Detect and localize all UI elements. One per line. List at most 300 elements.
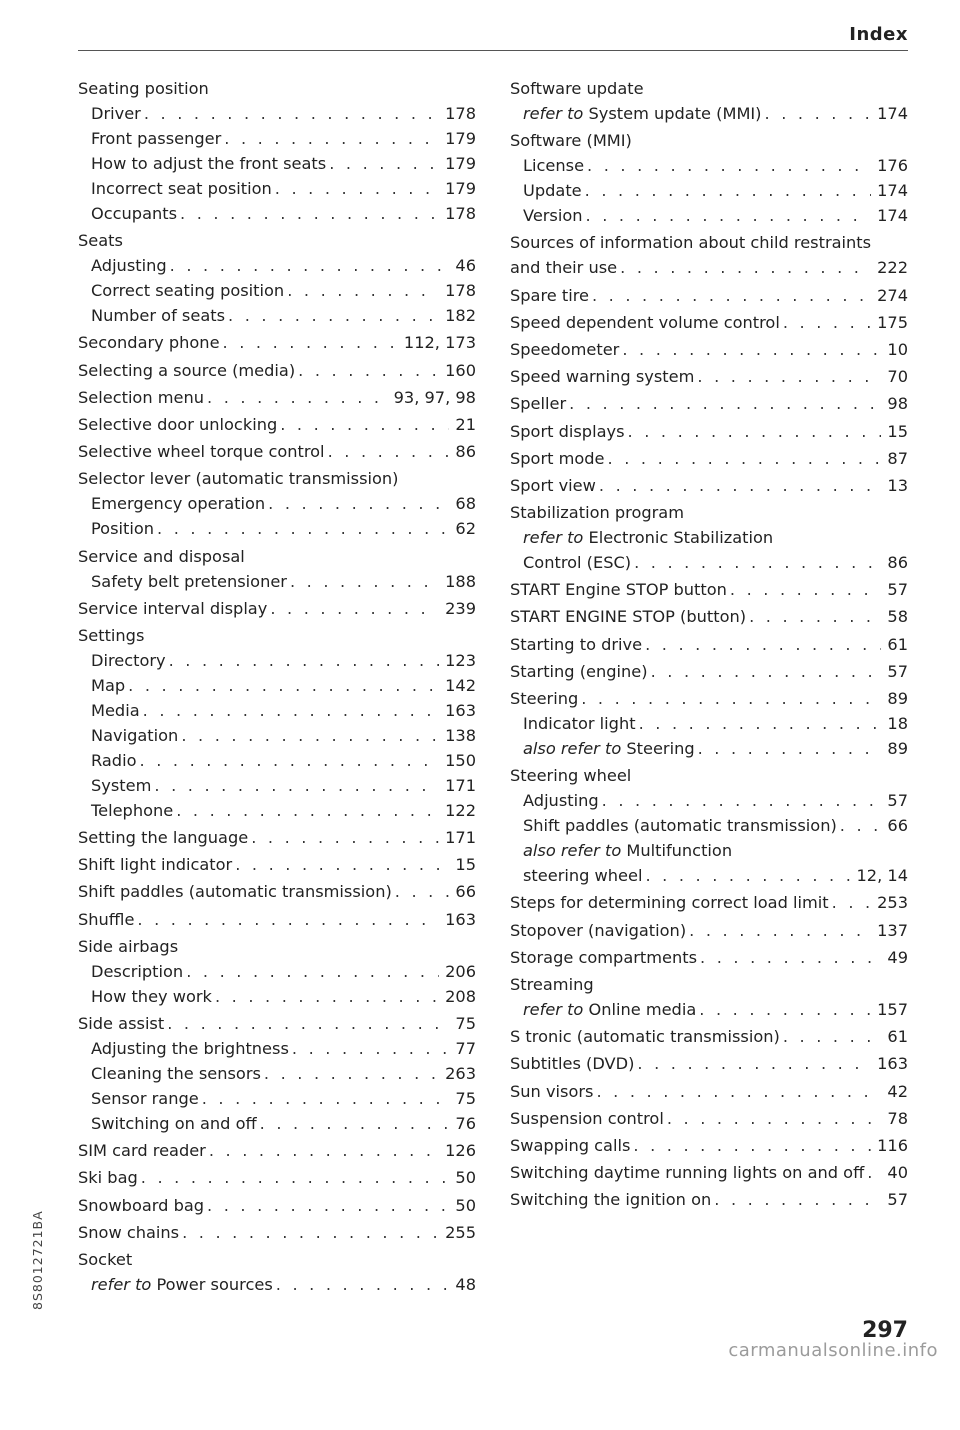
page-reference: 179: [445, 129, 476, 148]
index-term: [510, 659, 648, 684]
index-term-text: Subtitles (DVD): [510, 1054, 635, 1074]
leader-dots: [581, 686, 881, 711]
index-subentry: [510, 153, 908, 178]
index-entry: [510, 1024, 908, 1049]
leader-dots: [270, 596, 439, 621]
page-reference: 160: [445, 360, 476, 380]
page-reference: 70: [887, 367, 908, 387]
index-subentry: [78, 569, 476, 594]
index-entry: [510, 577, 908, 602]
leader-dots: [586, 203, 872, 228]
leader-dots: [587, 153, 871, 178]
index-term-text: Selective door unlocking: [78, 414, 278, 434]
index-term-text: Ski bag: [78, 1168, 138, 1188]
leader-dots: [209, 1138, 439, 1163]
leader-dots: [141, 1165, 450, 1190]
page-reference: 126: [445, 1141, 476, 1161]
index-subheading: [510, 838, 908, 863]
page-reference: 178: [445, 204, 476, 223]
index-entry: [510, 1133, 908, 1158]
leader-dots: [633, 1133, 871, 1158]
index-term: [91, 516, 154, 541]
index-entry: [78, 330, 476, 355]
page-reference: 174: [877, 104, 908, 123]
index-term-text: Position: [91, 519, 155, 539]
index-term-text: Setting the language: [78, 828, 249, 848]
page-reference: 76: [455, 1114, 476, 1133]
index-subentry: [510, 863, 908, 888]
index-term-text: Driver: [91, 104, 141, 123]
index-entry: [510, 446, 908, 471]
page-reference: 239: [445, 598, 476, 618]
page-reference: 138: [445, 725, 476, 745]
page-reference: 222: [877, 258, 908, 278]
page-reference: 171: [445, 828, 476, 848]
index-heading: [78, 623, 476, 648]
index-term-text: Snowboard bag: [78, 1195, 205, 1215]
index-term: [91, 773, 151, 798]
page-reference: 163: [445, 909, 476, 929]
index-entry: [510, 391, 908, 416]
index-term: [510, 577, 727, 602]
page-reference: 178: [445, 281, 476, 301]
index-term-text: Number of seats: [91, 306, 226, 326]
leader-dots: [585, 178, 871, 203]
index-term: [78, 825, 248, 850]
index-term-text: steering wheel: [523, 866, 643, 886]
index-term: [510, 283, 589, 308]
index-term: [510, 1187, 711, 1212]
leader-dots: [264, 1061, 439, 1086]
index-term: [510, 890, 829, 915]
index-subentry: [510, 813, 908, 838]
page-reference: 15: [455, 855, 476, 875]
index-column-left: [78, 76, 476, 1297]
page-reference: 137: [877, 920, 908, 940]
page-reference: 21: [455, 414, 476, 434]
leader-dots: [223, 330, 398, 355]
index-term-text: System: [91, 775, 152, 795]
index-entry: [510, 419, 908, 444]
index-term: [523, 178, 582, 203]
index-subentry: [78, 1111, 476, 1136]
page-reference: 61: [887, 1027, 908, 1047]
leader-dots: [140, 748, 440, 773]
index-heading: [78, 76, 476, 101]
leader-dots: [292, 1036, 450, 1061]
index-term-text: How to adjust the front seats: [91, 154, 327, 173]
index-term-text: START Engine STOP button: [510, 580, 727, 600]
index-term: Electronic Stabilization: [583, 528, 774, 548]
index-term-text: System update (MMI): [583, 104, 762, 123]
page-reference: 49: [887, 947, 908, 967]
index-term-text: Navigation: [91, 725, 179, 745]
index-subentry: [78, 126, 476, 151]
page-reference: 86: [887, 553, 908, 573]
index-term: [510, 1133, 630, 1158]
leader-dots: [749, 604, 881, 629]
index-entry: [78, 1165, 476, 1190]
index-term-text: Service interval display: [78, 598, 268, 618]
index-entry: [510, 364, 908, 389]
leader-dots: [154, 773, 439, 798]
index-term: [523, 550, 631, 575]
index-term: Side airbags: [78, 936, 179, 956]
index-entry: [510, 1160, 908, 1185]
leader-dots: [215, 984, 439, 1009]
leader-dots: [137, 907, 439, 932]
leader-dots: [698, 736, 882, 761]
index-term: [91, 1272, 273, 1297]
index-term: Service and disposal: [78, 546, 245, 566]
index-term: Socket: [78, 1249, 133, 1269]
page-reference: 157: [877, 999, 908, 1019]
leader-dots: [290, 569, 439, 594]
page-reference: 66: [887, 816, 908, 836]
leader-dots: [832, 890, 871, 915]
index-entry: [510, 918, 908, 943]
leader-dots: [645, 863, 850, 888]
index-term-text: Shift paddles (automatic transmission): [78, 882, 392, 902]
index-entry: [510, 1079, 908, 1104]
leader-dots: [689, 918, 871, 943]
index-term: [78, 907, 134, 932]
leader-dots: [667, 1106, 882, 1131]
index-term-text: Sensor range: [91, 1089, 199, 1108]
leader-dots: [280, 412, 449, 437]
index-term: [510, 310, 780, 335]
leader-dots: [169, 648, 439, 673]
index-term-text: Speed warning system: [510, 367, 695, 387]
index-entry: [78, 412, 476, 437]
leader-dots: [251, 825, 439, 850]
index-term: [523, 153, 584, 178]
leader-dots: [622, 337, 881, 362]
page-reference: 50: [455, 1168, 476, 1188]
index-entry: [510, 473, 908, 498]
leader-dots: [697, 364, 881, 389]
page-reference: 15: [887, 421, 908, 441]
index-column-right: [510, 76, 908, 1212]
leader-dots: [298, 358, 439, 383]
index-term-text: Map: [91, 675, 126, 695]
page-reference: 163: [445, 700, 476, 720]
leader-dots: [207, 385, 388, 410]
leader-dots: [783, 1024, 882, 1049]
index-term: [78, 439, 325, 464]
page-reference: 179: [445, 179, 476, 198]
leader-dots: [157, 516, 449, 541]
index-term: Multifunction: [621, 841, 733, 861]
cross-reference-label: refer to: [523, 528, 584, 548]
leader-dots: [260, 1111, 450, 1136]
page-reference: 42: [887, 1081, 908, 1101]
index-term: [510, 337, 619, 362]
index-term-text: Shift paddles (automatic transmission): [523, 816, 837, 836]
index-term: Steering wheel: [510, 766, 632, 786]
index-subentry: [510, 788, 908, 813]
leader-dots: [602, 788, 882, 813]
side-code-container: [30, 1210, 45, 1430]
index-term-text: Starting (engine): [510, 661, 648, 681]
leader-dots: [395, 879, 450, 904]
leader-dots: [840, 813, 882, 838]
index-term-text: Version: [523, 206, 583, 226]
leader-dots: [700, 945, 881, 970]
page-reference: 93, 97, 98: [393, 387, 476, 407]
index-subentry: [78, 798, 476, 823]
index-entry: [510, 1051, 908, 1076]
index-subentry: [78, 984, 476, 1009]
index-term: Seats: [78, 231, 123, 251]
page-reference: 57: [887, 661, 908, 681]
page-reference: 66: [455, 882, 476, 902]
index-term: [91, 176, 272, 201]
index-entry: [78, 1138, 476, 1163]
page-number: 297: [862, 1318, 908, 1343]
index-term: [78, 852, 232, 877]
index-term: Streaming: [510, 974, 594, 994]
index-term-text: Online media: [583, 999, 697, 1019]
index-subentry: [510, 997, 908, 1022]
index-heading: [510, 972, 908, 997]
index-subentry: [78, 648, 476, 673]
index-term: [510, 1024, 780, 1049]
index-heading: [510, 763, 908, 788]
index-subentry: [78, 959, 476, 984]
index-term-text: Adjusting the brightness: [91, 1039, 289, 1058]
index-term-text: Directory: [91, 650, 166, 670]
watermark: carmanualsonline.info: [728, 1340, 938, 1361]
leader-dots: [628, 419, 882, 444]
index-heading: [510, 128, 908, 153]
index-term: [510, 604, 746, 629]
page-reference: 78: [887, 1108, 908, 1128]
page-reference: 89: [887, 689, 908, 708]
index-term: [523, 736, 695, 761]
index-term-text: START ENGINE STOP (button): [510, 607, 747, 627]
page-reference: 86: [455, 442, 476, 462]
page-reference: 208: [445, 986, 476, 1006]
leader-dots: [328, 439, 450, 464]
index-term: [78, 330, 220, 355]
page-reference: 77: [455, 1039, 476, 1058]
index-term: [510, 255, 617, 280]
leader-dots: [569, 391, 881, 416]
page-reference: 13: [887, 475, 908, 495]
leader-dots: [596, 1079, 881, 1104]
index-term: [78, 1165, 138, 1190]
index-heading: [78, 1247, 476, 1272]
index-term-text: Speed dependent volume control: [510, 312, 780, 332]
index-heading: [78, 228, 476, 253]
index-term-text: Suspension control: [510, 1108, 664, 1128]
index-entry: [78, 852, 476, 877]
index-term-text: Shift light indicator: [78, 855, 233, 875]
page-reference: 46: [455, 256, 476, 276]
index-term-text: Selection menu: [78, 387, 204, 407]
index-entry: [78, 907, 476, 932]
index-term-text: Radio: [91, 750, 137, 770]
index-entry: [510, 945, 908, 970]
index-term: Software update: [510, 79, 644, 98]
leader-dots: [180, 201, 439, 226]
page-reference: 123: [445, 650, 476, 670]
index-term: Settings: [78, 625, 145, 645]
page-reference: 179: [445, 154, 476, 173]
index-term: [523, 101, 762, 126]
leader-dots: [699, 997, 871, 1022]
index-term-text: Update: [523, 181, 582, 201]
index-term: Software (MMI): [510, 131, 632, 151]
leader-dots: [592, 283, 871, 308]
index-subentry: [78, 748, 476, 773]
index-entry: [510, 890, 908, 915]
page-reference: 176: [877, 156, 908, 176]
index-entry: [510, 283, 908, 308]
index-term: [91, 959, 183, 984]
leader-dots: [645, 632, 881, 657]
index-term-text: Description: [91, 961, 184, 981]
index-term-text: Sport displays: [510, 421, 625, 441]
index-term-text: Sport view: [510, 475, 596, 495]
index-term-text: S tronic (automatic transmission): [510, 1027, 780, 1047]
leader-dots: [235, 852, 449, 877]
index-heading: [510, 230, 908, 255]
index-term-text: Front passenger: [91, 129, 222, 148]
index-term-text: Switching daytime running lights on and off: [510, 1163, 865, 1183]
index-term: [91, 253, 167, 278]
index-entry: [510, 255, 908, 280]
index-subentry: [510, 101, 908, 126]
page-reference: 206: [445, 961, 476, 981]
index-term-text: Occupants: [91, 204, 178, 223]
index-term-text: Cleaning the sensors: [91, 1064, 261, 1083]
index-term-text: Steering: [621, 739, 695, 758]
leader-dots: [128, 673, 439, 698]
index-term: [510, 419, 625, 444]
page-reference: 253: [877, 893, 908, 913]
leader-dots: [599, 473, 882, 498]
page-reference: 57: [887, 580, 908, 600]
page-reference: 68: [455, 494, 476, 514]
index-term: [78, 358, 295, 383]
page-header-title: Index: [849, 24, 908, 45]
index-heading: [510, 500, 908, 525]
index-entry: [78, 385, 476, 410]
index-term: [523, 813, 837, 838]
index-term: [78, 1193, 204, 1218]
index-subentry: [78, 1272, 476, 1297]
index-term: [510, 918, 686, 943]
leader-dots: [186, 959, 439, 984]
cross-reference-label: refer to: [91, 1274, 152, 1294]
page-reference: 50: [455, 1195, 476, 1215]
index-term-text: Media: [91, 700, 140, 720]
index-term-text: and their use: [510, 258, 618, 278]
page-reference: 178: [445, 104, 476, 123]
index-heading: [78, 466, 476, 491]
page-reference: 188: [445, 571, 476, 591]
page-reference: 150: [445, 750, 476, 770]
page-reference: 174: [877, 181, 908, 201]
index-entry: [78, 439, 476, 464]
index-term: Sources of information about child restraints: [510, 233, 872, 253]
index-subentry: [78, 253, 476, 278]
cross-reference-label: refer to: [523, 104, 584, 123]
index-term-text: Telephone: [91, 800, 174, 820]
index-entry: [510, 686, 908, 711]
index-term: [91, 569, 287, 594]
page-reference: 122: [445, 800, 476, 820]
index-term: Selector lever (automatic transmission): [78, 469, 399, 489]
page-reference: 61: [887, 634, 908, 654]
index-term-text: Sun visors: [510, 1081, 594, 1101]
leader-dots: [228, 303, 439, 328]
index-subentry: [78, 278, 476, 303]
index-term-text: Correct seating position: [91, 281, 285, 301]
index-subentry: [78, 773, 476, 798]
index-term-text: Steering: [510, 689, 579, 708]
page-reference: 48: [455, 1274, 476, 1294]
page-reference: 116: [877, 1135, 908, 1155]
index-term: [78, 879, 392, 904]
page-reference: 57: [887, 1190, 908, 1210]
index-term: [523, 203, 583, 228]
page-reference: 171: [445, 775, 476, 795]
index-term-text: Speller: [510, 394, 567, 414]
index-term-text: Indicator light: [523, 714, 636, 733]
index-entry: [78, 596, 476, 621]
leader-dots: [634, 550, 881, 575]
index-term-text: Snow chains: [78, 1222, 180, 1242]
index-term: [523, 863, 642, 888]
leader-dots: [637, 1051, 871, 1076]
index-term-text: Side assist: [78, 1014, 165, 1033]
leader-dots: [765, 101, 872, 126]
index-term: [91, 126, 221, 151]
leader-dots: [608, 446, 882, 471]
index-term-text: Shuffle: [78, 909, 135, 929]
index-term: [510, 391, 566, 416]
page-reference: 163: [877, 1054, 908, 1074]
index-term: [91, 798, 173, 823]
leader-dots: [143, 698, 439, 723]
page-reference: 75: [455, 1089, 476, 1108]
index-subentry: [510, 203, 908, 228]
index-subentry: [78, 176, 476, 201]
index-term-text: Starting to drive: [510, 634, 643, 654]
index-term-text: SIM card reader: [78, 1141, 206, 1161]
leader-dots: [207, 1193, 449, 1218]
document-code: 8S8012721BA: [30, 1210, 45, 1310]
page-reference: 58: [887, 607, 908, 627]
index-subentry: [510, 550, 908, 575]
index-subentry: [78, 101, 476, 126]
page-reference: 18: [887, 714, 908, 733]
leader-dots: [176, 798, 439, 823]
index-subentry: [78, 201, 476, 226]
leader-dots: [783, 310, 871, 335]
index-subentry: [510, 178, 908, 203]
index-term: [78, 1220, 179, 1245]
leader-dots: [714, 1187, 881, 1212]
leader-dots: [620, 255, 871, 280]
page-reference: 57: [887, 791, 908, 811]
cross-reference-label: also refer to: [523, 739, 622, 758]
leader-dots: [167, 1011, 449, 1036]
index-term: [510, 945, 697, 970]
